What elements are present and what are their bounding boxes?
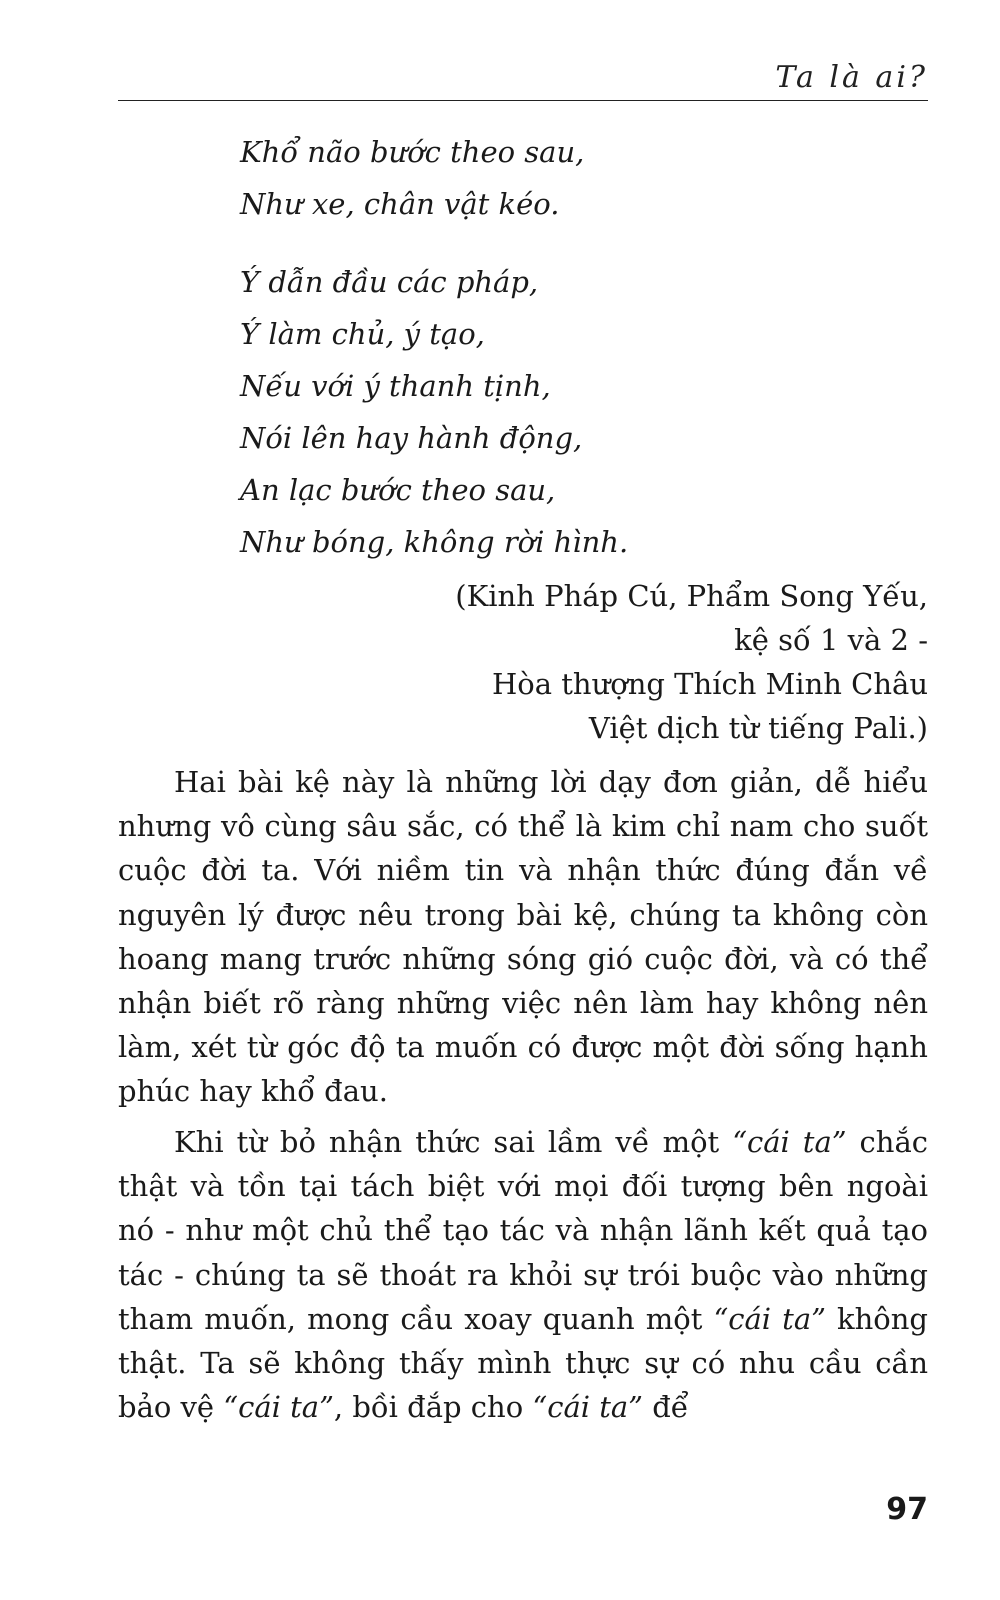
verse-line: Nói lên hay hành động, bbox=[240, 421, 583, 455]
citation-line: Hòa thượng Thích Minh Châu bbox=[492, 667, 928, 701]
text-run: chắc thật và tồn tại tách biệt với mọi đối tượng bên ngoài nó - như một chủ thể tạo tác và nhận lãnh kết quả tạo tác - chúng ta sẽ thoát ra khỏi sự trói buộc vào những tham muốn, mong cầu xoay quanh một bbox=[118, 1125, 929, 1336]
text-run: , bồi đắp cho bbox=[333, 1390, 533, 1425]
quoted-term: “cái ta” bbox=[732, 1125, 847, 1159]
text-run: để bbox=[643, 1390, 689, 1425]
quoted-term: “cái ta” bbox=[532, 1390, 644, 1425]
verse-stanza-2 bbox=[240, 256, 880, 568]
running-title: Ta là ai? bbox=[775, 60, 928, 95]
verse-stanza-1 bbox=[240, 126, 880, 230]
verse-line: Như xe, chân vật kéo. bbox=[240, 187, 560, 221]
citation-line: kệ số 1 và 2 - bbox=[734, 623, 928, 657]
citation-line: Việt dịch từ tiếng Pali.) bbox=[588, 711, 928, 745]
page-number: 97 bbox=[886, 1492, 928, 1527]
quoted-term: “cái ta” bbox=[713, 1301, 826, 1336]
body-paragraph-2 bbox=[118, 1120, 928, 1429]
text-run: không thật. Ta sẽ không thấy mình thực sự có nhu cầu cần bảo vệ bbox=[118, 1301, 928, 1425]
verse-line: Như bóng, không rời hình. bbox=[240, 525, 629, 559]
text-run: Khi từ bỏ nhận thức sai lầm về một bbox=[174, 1125, 733, 1159]
running-header bbox=[118, 52, 928, 101]
quoted-term: “cái ta” bbox=[223, 1390, 334, 1425]
verse-line: Ý dẫn đầu các pháp, bbox=[240, 265, 539, 299]
body-paragraph-1: Hai bài kệ này là những lời dạy đơn giản, dễ hiểu nhưng vô cùng sâu sắc, có thể là kim chỉ nam cho suốt cuộc đời ta. Với niềm tin và nhận thức đúng đắn về nguyên lý được nêu trong bài kệ, chúng ta không còn hoang mang trước những sóng gió cuộc đời, và có thể nhận biết rõ ràng những việc nên làm hay không nên làm, xét từ góc độ ta muốn có được một đời sống hạnh phúc hay khổ đau. bbox=[118, 765, 928, 1109]
citation bbox=[300, 574, 928, 750]
verse-line: An lạc bước theo sau, bbox=[240, 473, 556, 507]
citation-line: (Kinh Pháp Cú, Phẩm Song Yếu, bbox=[455, 579, 928, 613]
verse-line: Ý làm chủ, ý tạo, bbox=[240, 317, 485, 351]
verse-line: Khổ não bước theo sau, bbox=[240, 135, 585, 169]
verse-line: Nếu với ý thanh tịnh, bbox=[240, 369, 551, 403]
